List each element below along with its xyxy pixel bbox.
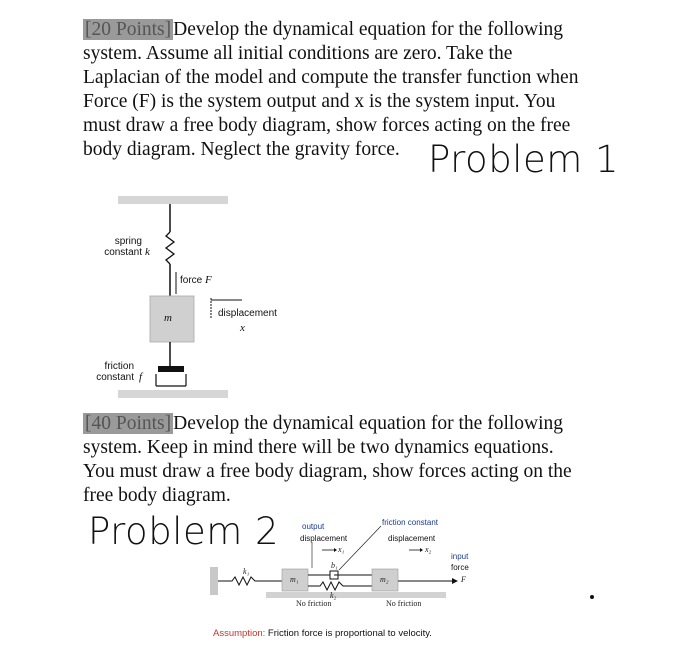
- floor-2: [266, 592, 446, 598]
- force-F-symbol: F: [461, 575, 466, 584]
- problem1-handwritten-title: Problem 1: [428, 138, 620, 181]
- problem2-line-3: You must draw a free body diagram, show forces acting on the: [83, 461, 572, 482]
- friction-constant-label: friction constant: [382, 518, 439, 527]
- assumption-label: Assumption:: [213, 628, 266, 639]
- x2-symbol: x₂: [425, 545, 432, 554]
- stray-dot: [590, 595, 594, 599]
- displacement-symbol: x: [240, 322, 245, 334]
- m1-symbol: m₁: [290, 575, 299, 584]
- friction-label: friction constant: [96, 361, 134, 383]
- no-friction-label-1: No friction: [296, 599, 332, 608]
- x1-symbol: x₁: [338, 545, 345, 554]
- b1-symbol: b₁: [331, 561, 338, 570]
- problem2-handwritten-title: Problem 2: [88, 510, 280, 553]
- problem2-points-badge: [40 Points]: [85, 413, 172, 434]
- assumption-text: Friction force is proportional to velocity.: [267, 628, 432, 639]
- spring-k1: [218, 577, 282, 585]
- mass-symbol: m: [164, 312, 172, 324]
- spring-label: spring constant: [104, 236, 142, 258]
- wall: [210, 567, 218, 595]
- input-force-label: force: [451, 563, 469, 572]
- problem2-line-2: system. Keep in mind there will be two dynamics equations.: [83, 437, 554, 458]
- output-label: output: [302, 522, 325, 531]
- problem1-line-1: [20 Points] Develop the dynamical equation for the following: [85, 19, 564, 40]
- problem2-line-4: free body diagram.: [83, 485, 231, 506]
- no-friction-label-2: No friction: [386, 599, 422, 608]
- input-label: input: [451, 552, 469, 561]
- output-displacement-label: displacement: [300, 534, 348, 543]
- problem1-line-6: body diagram. Neglect the gravity force.: [83, 139, 400, 160]
- problem2-line-1: [40 Points] Develop the dynamical equation for the following: [85, 413, 564, 434]
- problem1-line-5: must draw a free body diagram, show forces acting on the free: [83, 115, 571, 136]
- m2-symbol: m₂: [380, 575, 389, 584]
- problem1-points-badge: [20 Points]: [85, 19, 172, 40]
- force-label: force F: [180, 274, 212, 286]
- friction-symbol: f: [139, 371, 143, 383]
- problem1-line-4: Force (F) is the system output and x is the system input. You: [83, 91, 556, 112]
- displacement-label: displacement: [218, 308, 277, 319]
- k1-symbol: k₁: [243, 567, 250, 576]
- spring-symbol: k: [145, 246, 150, 258]
- spring-k2: [308, 582, 372, 590]
- displacement2-label: displacement: [388, 534, 436, 543]
- k2-symbol: k₂: [330, 591, 337, 600]
- problem1-line-3: Laplacian of the model and compute the transfer function when: [83, 67, 579, 88]
- assumption-note: [213, 628, 432, 639]
- problem1-line-2: system. Assume all initial conditions are zero. Take the: [83, 43, 513, 64]
